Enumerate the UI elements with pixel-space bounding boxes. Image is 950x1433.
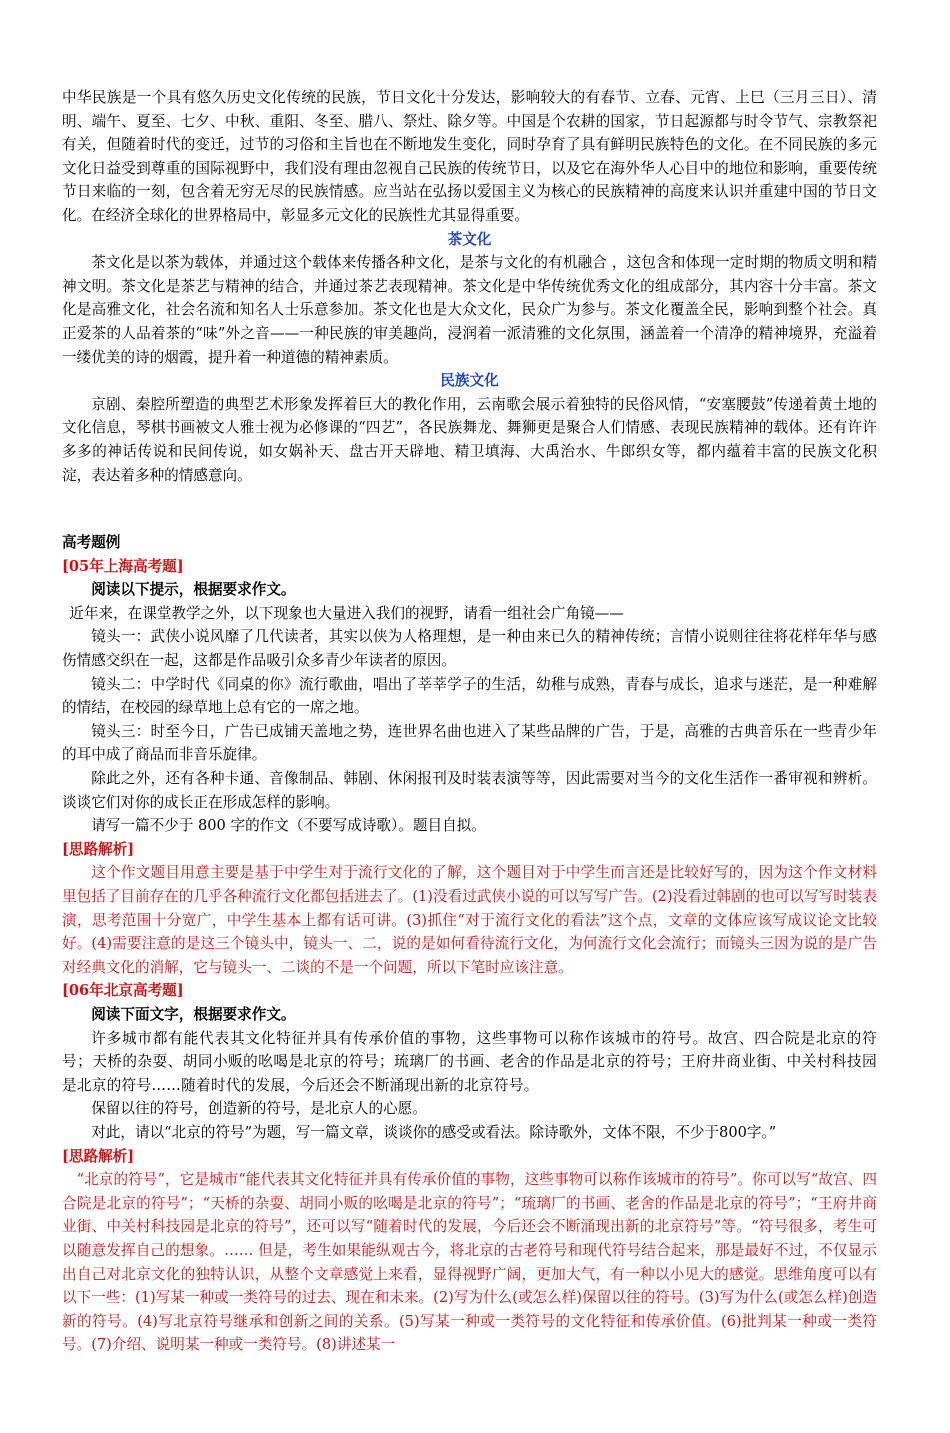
document-page bbox=[62, 86, 877, 1357]
exam-examples-title: 高考题例 bbox=[62, 534, 121, 552]
q2-request: 对此，请以“北京的符号”为题，写一篇文章，谈谈你的感受或看法。除诗歌外，文体不限，不少于800字。” bbox=[91, 1123, 777, 1141]
folk-culture-heading: 民族文化 bbox=[440, 372, 499, 390]
q2-analysis: “北京的符号”，它是城市“能代表其文化特征并具有传承价值的事物，这些事物可以称作该城市的符号”。你可以写“故宫、四合院是北京的符号”；“天桥的杂耍、胡同小贩的吆喝是北京的符号”；“琉璃厂的书画、老舍的作品是北京的符号”；“王府井商业街、中关村科技园是北京的符号”，还可以写“随着时代的发展，今后还会不断涌现出新的北京符号”等。“符号很多，考生可以随意发挥自己的想象。…… 但是，考生如果能纵观古今，将北京的古老符号和现代符号结合起来，那是最好不过，不仅显示出自己对北京文化的独特认识，从整个文章感觉上来看，显得视野广阔，更加大气，有一种以小见大的感觉。思维角度可以有以下一些：(1)写某一种或一类符号的过去、现在和未来。(2)写为什么(或怎么样)保留以往的符号。(3)写为什么(或怎么样)创造新的符号。(4)写北京符号继承和创新之间的关系。(5)写某一种或一类符号的文化特征和传承价值。(6)批判某一种或一类符号。(7)介绍、说明某一种或一类符号。(8)讲述某一 bbox=[62, 1171, 877, 1354]
folk-culture-paragraph: 京剧、秦腔所塑造的典型艺术形象发挥着巨大的教化作用，云南歌会展示着独特的民俗风情，“安塞腰鼓”传递着黄土地的文化信息，琴棋书画被文人雅士视为必修课的“四艺”，各民族舞龙、舞狮更是聚合人们情感、表现民族精神的载体。还有许许多多的神话传说和民间传说，如女娲补天、盘古开天辟地、精卫填海、大禹治水、牛郎织女等，都内蕴着丰富的民族文化积淀，表达着多种的情感意向。 bbox=[62, 395, 877, 484]
tea-culture-heading: 茶文化 bbox=[447, 230, 492, 248]
q2-wish: 保留以往的符号，创造新的符号，是北京人的心愿。 bbox=[91, 1100, 427, 1118]
intro-paragraph: 中华民族是一个具有悠久历史文化传统的民族，节日文化十分发达，影响较大的有春节、立春、元宵、上巳（三月三日）、清明、端午、夏至、七夕、中秋、重阳、冬至、腊八、祭灶、除夕等。中国是个农耕的国家，节日起源都与时令节气、宗教祭祀有关，但随着时代的变迁，过节的习俗和主旨也在不断地发生变化，同时孕育了具有鲜明民族特色的文化。在不同民族的多元文化日益受到尊重的国际视野中，我们没有理由忽视自己民族的传统节日，以及它在海外华人心目中的地位和影响，重要传统节日来临的一刻，包含着无穷无尽的民族情感。应当站在弘扬以爱国主义为核心的民族精神的高度来认识并重建中国的节日文化。在经济全球化的世界格局中，彰显多元文化的民族性尤其显得重要。 bbox=[62, 89, 877, 224]
q1-analysis-label: [思路解析] bbox=[62, 840, 135, 858]
q1-shot-1: 镜头一：武侠小说风靡了几代读者，其实以侠为人格理想，是一种由来已久的精神传统；言情小说则往往将花样年华与感伤情感交织在一起，这都是作品吸引众多青少年读者的原因。 bbox=[62, 628, 877, 670]
q2-material: 许多城市都有能代表其文化特征并具有传承价值的事物，这些事物可以称作该城市的符号。故宫、四合院是北京的符号；天桥的杂耍、胡同小贩的吆喝是北京的符号；琉璃厂的书画、老舍的作品是北京的符号；王府井商业街、中关村科技园是北京的符号……随着时代的发展，今后还会不断涌现出新的北京符号。 bbox=[62, 1029, 877, 1094]
q1-extra: 除此之外，还有各种卡通、音像制品、韩剧、休闲报刊及时装表演等等，因此需要对当今的文化生活作一番审视和辨析。谈谈它们对你的成长正在形成怎样的影响。 bbox=[62, 770, 877, 811]
q2-analysis-label: [思路解析] bbox=[62, 1147, 135, 1165]
q2-instruction: 阅读下面文字，根据要求作文。 bbox=[91, 1005, 296, 1023]
tea-culture-paragraph: 茶文化是以茶为载体，并通过这个载体来传播各种文化，是茶与文化的有机融合 ，这包含和体现一定时期的物质文明和精神文明。茶文化是茶艺与精神的结合，并通过茶艺表现精神。茶文化是中华传统优秀文化的组成部分，其内容十分丰富。茶文化是高雅文化，社会名流和知名人士乐意参加。茶文化也是大众文化，民众广为参与。茶文化覆盖全民，影响到整个社会。真正爱茶的人品着茶的“味”外之音——一种民族的审美趣尚，浸润着一派清雅的文化氛围，涵盖着一个清净的精神境界，充溢着一缕优美的诗的烟霞，提升着一种道德的精神素质。 bbox=[62, 254, 877, 366]
q1-request: 请写一篇不少于 800 字的作文（不要写成诗歌）。题目自拟。 bbox=[91, 817, 486, 835]
q1-label: [05年上海高考题] bbox=[62, 557, 184, 575]
q1-instruction: 阅读以下提示，根据要求作文。 bbox=[91, 581, 296, 599]
q1-analysis: 这个作文题目用意主要是基于中学生对于流行文化的了解，这个题目对于中学生而言还是比较好写的，因为这个作文材料里包括了目前存在的几乎各种流行文化都包括进去了。(1)没看过武侠小说的可以写写广告。(2)没看过韩剧的也可以写写时装表演，思考范围十分宽广，中学生基本上都有话可讲。(3)抓住“对于流行文化的看法”这个点，文章的文体应该写成议论文比较好。(4)需要注意的是这三个镜头中，镜头一、二，说的是如何看待流行文化，为何流行文化会流行；而镜头三因为说的是广告对经典文化的消解，它与镜头一、二谈的不是一个问题，所以下笔时应该注意。 bbox=[62, 864, 877, 976]
q1-shot-3: 镜头三：时至今日，广告已成铺天盖地之势，连世界名曲也进入了某些品牌的广告，于是，高雅的古典音乐在一些青少年的耳中成了商品而非音乐旋律。 bbox=[62, 722, 877, 764]
q1-shot-2: 镜头二：中学时代《同桌的你》流行歌曲，唱出了莘莘学子的生活，幼稚与成熟，青春与成长，追求与迷茫，是一种难解的情结，在校园的绿草地上总有它的一席之地。 bbox=[62, 675, 877, 717]
q2-label: [06年北京高考题] bbox=[62, 982, 184, 1000]
q1-lead: 近年来，在课堂教学之外，以下现象也大量进入我们的视野，请看一组社会广角镜—— bbox=[69, 604, 624, 622]
